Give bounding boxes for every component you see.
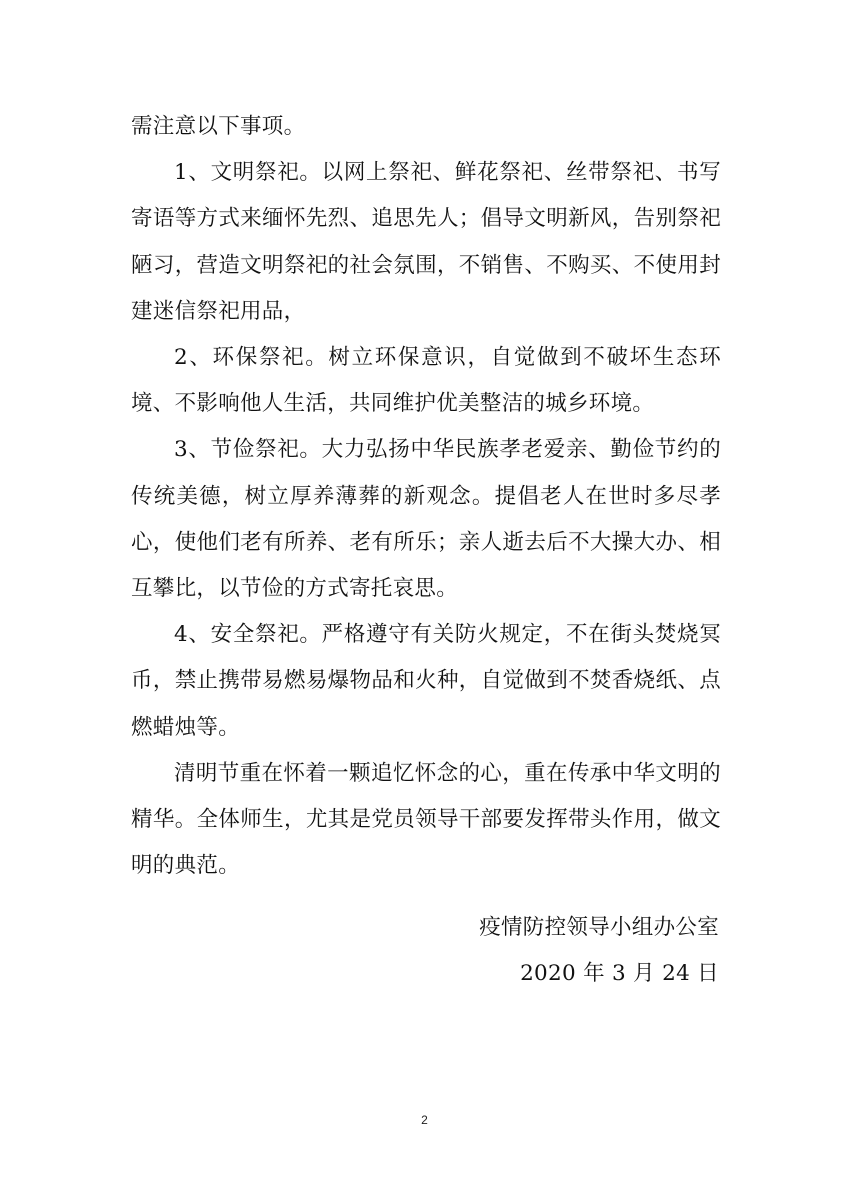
item-civilized-sacrifice: 1、文明祭祀。以网上祭祀、鲜花祭祀、丝带祭祀、书写寄语等方式来缅怀先烈、追思先人；倡导文明新风，告别祭祀陋习，营造文明祭祀的社会氛围，不销售、不购买、不使用封建迷信祭祀用品，	[131, 160, 721, 324]
intro-paragraph: 需注意以下事项。	[131, 114, 306, 139]
closing-paragraph: 清明节重在怀着一颗追忆怀念的心，重在传承中华文明的精华。全体师生，尤其是党员领导干部要发挥带头作用，做文明的典范。	[131, 760, 721, 879]
signature-block	[479, 905, 719, 997]
issue-date: 2020 年 3 月 24 日	[520, 961, 719, 986]
page-number: 2	[421, 1113, 428, 1127]
item-frugal-sacrifice: 3、节俭祭祀。大力弘扬中华民族孝老爱亲、勤俭节约的传统美德，树立厚养薄葬的新观念。提倡老人在世时多尽孝心，使他们老有所养、老有所乐；亲人逝去后不大操大办、相互攀比，以节俭的方式寄托哀思。	[131, 437, 721, 602]
document-body	[131, 104, 721, 889]
item-safe-sacrifice: 4、安全祭祀。严格遵守有关防火规定，不在街头焚烧冥币，禁止携带易燃易爆物品和火种，自觉做到不焚香烧纸、点燃蜡烛等。	[131, 622, 721, 740]
issuing-organization: 疫情防控领导小组办公室	[479, 915, 719, 940]
item-eco-sacrifice: 2、环保祭祀。树立环保意识，自觉做到不破坏生态环境、不影响他人生活，共同维护优美整洁的城乡环境。	[131, 345, 721, 417]
